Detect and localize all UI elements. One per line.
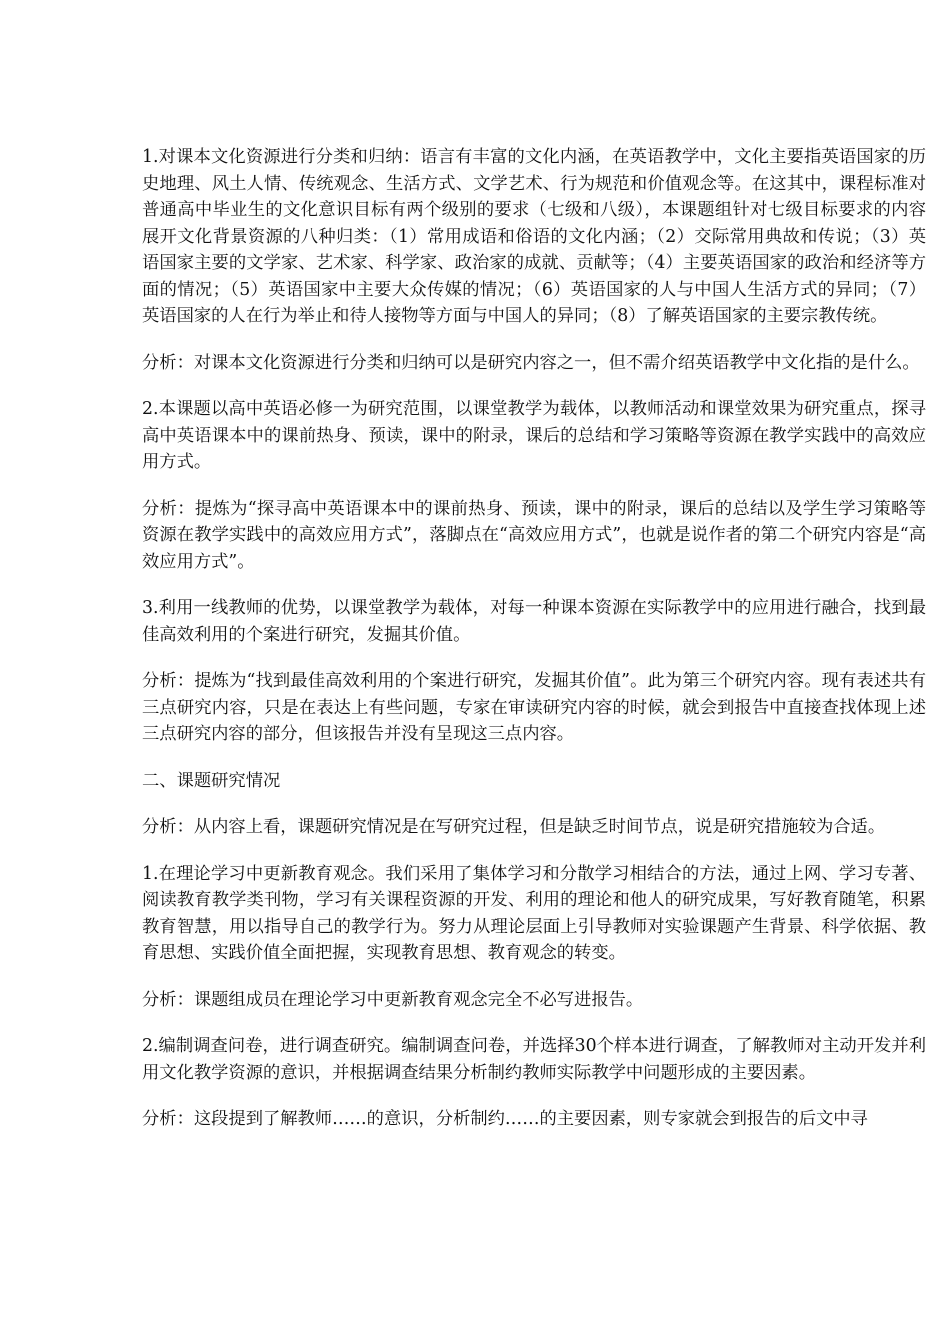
- paragraph: 3.利用一线教师的优势，以课堂教学为载体，对每一种课本资源在实际教学中的应用进行融合，找到最佳高效利用的个案进行研究，发掘其价值。: [142, 598, 926, 645]
- paragraph: 2.本课题以高中英语必修一为研究范围，以课堂教学为载体，以教师活动和课堂效果为研究重点，探寻高中英语课本中的课前热身、预读，课中的附录，课后的总结和学习策略等资源在教学实践中的高效应用方式。: [142, 399, 926, 472]
- paragraph: 2.编制调查问卷，进行调查研究。编制调查问卷，并选择30个样本进行调查，了解教师对主动开发并利用文化教学资源的意识，并根据调查结果分析制约教师实际教学中问题形成的主要因素。: [142, 1036, 926, 1083]
- analysis-paragraph: 分析：课题组成员在理论学习中更新教育观念完全不必写进报告。: [142, 989, 644, 1010]
- analysis-paragraph: 分析：提炼为“找到最佳高效利用的个案进行研究，发掘其价值”。此为第三个研究内容。现有表述共有三点研究内容，只是在表达上有些问题，专家在审读研究内容的时候，就会到报告中直接查找体现上述三点研究内容的部分，但该报告并没有呈现这三点内容。: [142, 671, 926, 744]
- paragraph: 1.在理论学习中更新教育观念。我们采用了集体学习和分散学习相结合的方法，通过上网、学习专著、阅读教育教学类刊物，学习有关课程资源的开发、利用的理论和他人的研究成果，写好教育随笔，积累教育智慧，用以指导自己的教学行为。努力从理论层面上引导教师对实验课题产生背景、科学依据、教育思想、实践价值全面把握，实现教育思想、教育观念的转变。: [142, 863, 926, 963]
- paragraph: 1.对课本文化资源进行分类和归纳：语言有丰富的文化内涵，在英语教学中，文化主要指英语国家的历史地理、风土人情、传统观念、生活方式、文学艺术、行为规范和价值观念等。在这其中，课程标准对普通高中毕业生的文化意识目标有两个级别的要求（七级和八级），本课题组针对七级目标要求的内容展开文化背景资源的八种归类：（1）常用成语和俗语的文化内涵；（2）交际常用典故和传说；（3）英语国家主要的文学家、艺术家、科学家、政治家的成就、贡献等；（4）主要英语国家的政治和经济等方面的情况；（5）英语国家中主要大众传媒的情况；（6）英语国家的人与中国人生活方式的异同；（7）英语国家的人在行为举止和待人接物等方面与中国人的异同；（8）了解英语国家的主要宗教传统。: [142, 147, 926, 326]
- analysis-paragraph: 分析：从内容上看，课题研究情况是在写研究过程，但是缺乏时间节点，说是研究措施较为合适。: [142, 817, 886, 837]
- document-body: [142, 144, 926, 1153]
- analysis-paragraph: 分析：对课本文化资源进行分类和归纳可以是研究内容之一，但不需介绍英语教学中文化指的是什么。: [142, 352, 920, 373]
- section-heading: 二、课题研究情况: [142, 770, 281, 791]
- analysis-paragraph: 分析：提炼为“探寻高中英语课本中的课前热身、预读，课中的附录，课后的总结以及学生学习策略等资源在教学实践中的高效应用方式”，落脚点在“高效应用方式”，也就是说作者的第二个研究内容是“高效应用方式”。: [142, 498, 926, 572]
- analysis-paragraph: 分析：这段提到了解教师……的意识，分析制约……的主要因素，则专家就会到报告的后文中寻: [142, 1109, 868, 1129]
